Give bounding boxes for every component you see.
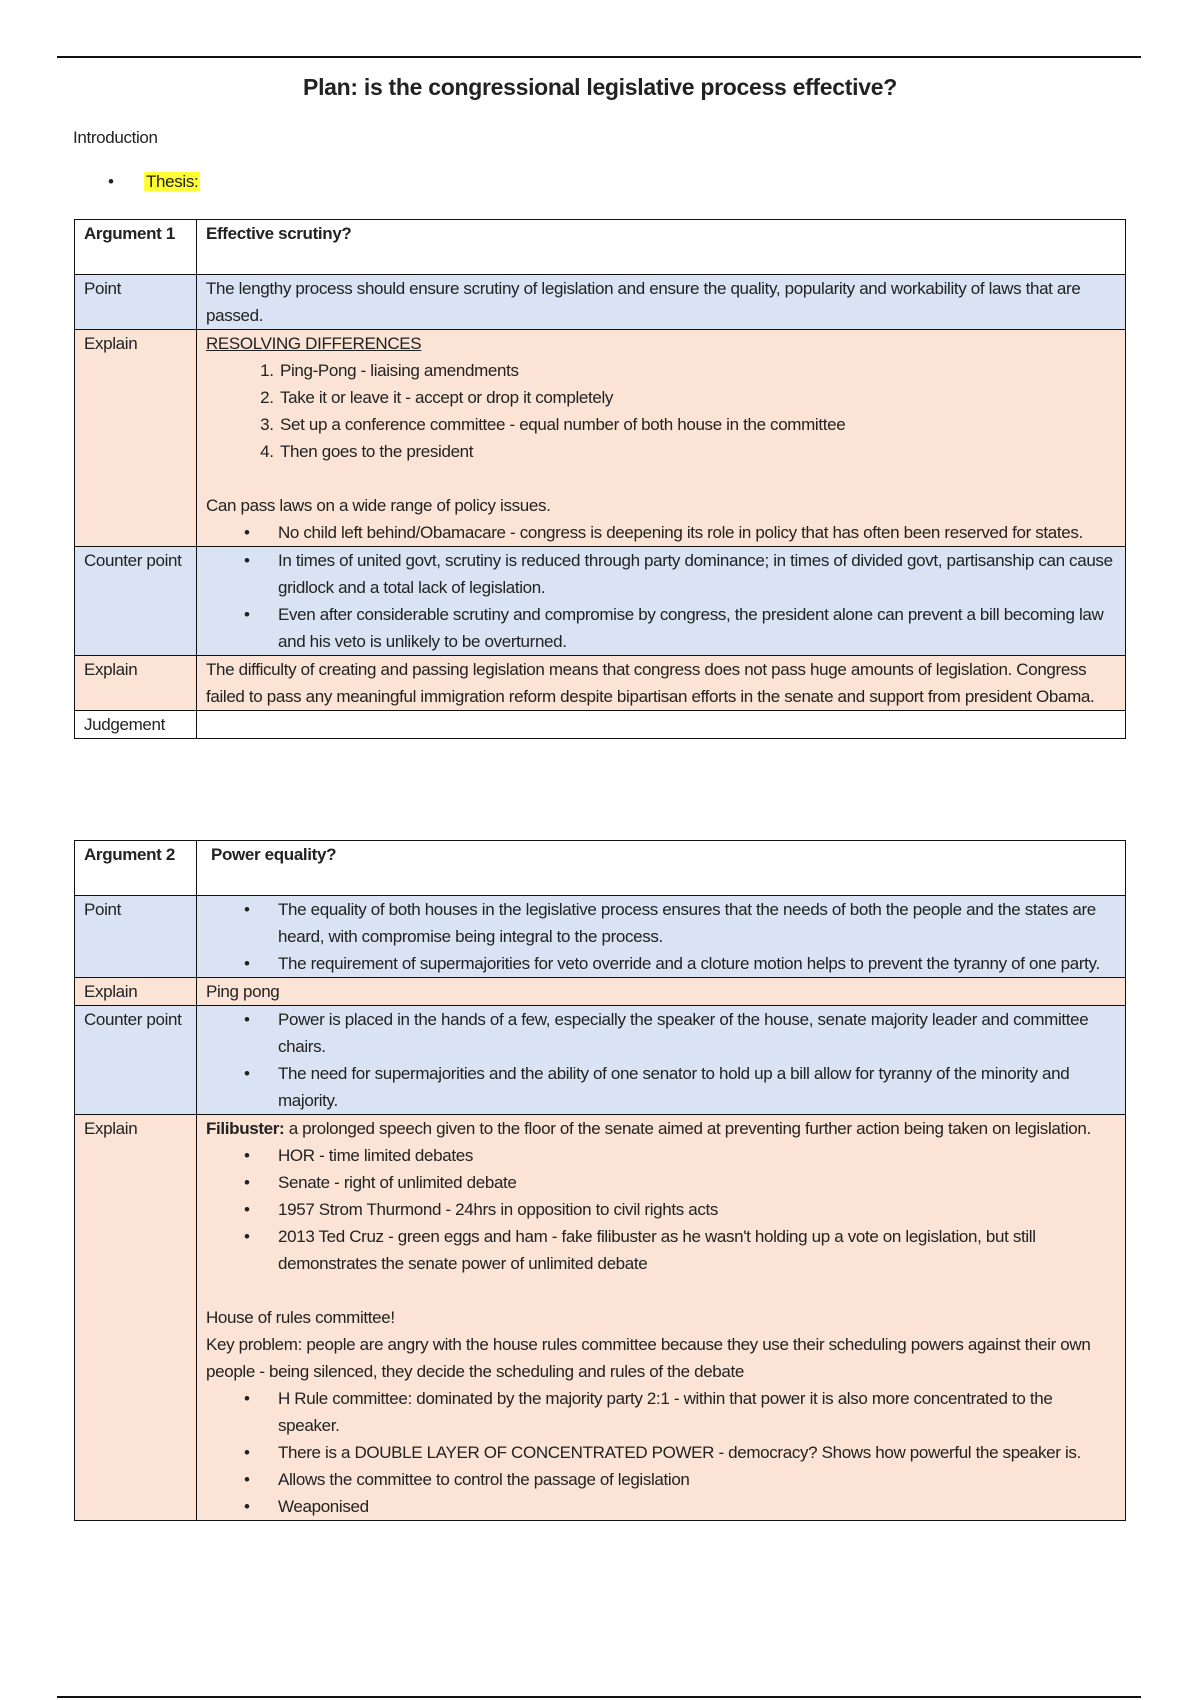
filibuster-text: a prolonged speech given to the floor of the senate aimed at preventing further action being taken on legislation. [284, 1119, 1091, 1138]
judgement-cell [197, 711, 1126, 739]
explain-text: The difficulty of creating and passing legislation means that congress does not pass huge amounts of legislation. Congress failed to pass any meaningful immigration reform despite bipartisan efforts in the senate and support from president Obama. [197, 656, 1126, 711]
list-item: • There is a DOUBLE LAYER OF CONCENTRATED POWER - democracy? Shows how powerful the speaker is. [278, 1439, 1116, 1466]
filibuster-term: Filibuster: [206, 1119, 285, 1138]
list-item: 2. Take it or leave it - accept or drop it completely [278, 384, 1116, 411]
table-row [75, 896, 1126, 978]
footer-rule [57, 1696, 1141, 1698]
list-item: 1. Ping-Pong - liaising amendments [278, 357, 1116, 384]
list-item: • Senate - right of unlimited debate [278, 1169, 1116, 1196]
list-item: 3. Set up a conference committee - equal number of both house in the committee [278, 411, 1116, 438]
thesis-label: Thesis: [146, 172, 199, 191]
argument-label: Argument 1 [75, 220, 197, 275]
rules-heading: House of rules committee! [206, 1308, 395, 1327]
list-item: • 1957 Strom Thurmond - 24hrs in opposition to civil rights acts [278, 1196, 1116, 1223]
explain-text: Ping pong [197, 978, 1126, 1006]
row-label: Point [75, 275, 197, 330]
list-item: 4. Then goes to the president [278, 438, 1116, 465]
row-label: Counter point [75, 1006, 197, 1115]
row-label: Judgement [75, 711, 197, 739]
list-item: • HOR - time limited debates [278, 1142, 1116, 1169]
list-item: • Power is placed in the hands of a few, especially the speaker of the house, senate majority leader and committee chairs. [278, 1006, 1116, 1060]
list-item: • The need for supermajorities and the ability of one senator to hold up a bill allow for tyranny of the minority and majority. [278, 1060, 1116, 1114]
point-text: The lengthy process should ensure scrutiny of legislation and ensure the quality, popularity and workability of laws that are passed. [197, 275, 1126, 330]
table-row [75, 656, 1126, 711]
explain-heading: RESOLVING DIFFERENCES [206, 334, 422, 353]
row-label: Explain [75, 330, 197, 547]
bullet-list [206, 1006, 1116, 1114]
header-rule [57, 56, 1141, 58]
table-row [75, 1115, 1126, 1521]
table-row [75, 330, 1126, 547]
rules-text: Key problem: people are angry with the house rules committee because they use their scheduling powers against their own people - being silenced, they decide the scheduling and rules of the debate [206, 1335, 1091, 1381]
bullet-list [206, 1142, 1116, 1277]
bullet-icon: • [108, 172, 114, 191]
list-item: • 2013 Ted Cruz - green eggs and ham - fake filibuster as he wasn't holding up a vote on legislation, but still demonstrates the senate power of unlimited debate [278, 1223, 1116, 1277]
list-item: • Allows the committee to control the passage of legislation [278, 1466, 1116, 1493]
point-cell [197, 896, 1126, 978]
row-label: Explain [75, 656, 197, 711]
counter-cell [197, 1006, 1126, 1115]
row-label: Explain [75, 978, 197, 1006]
thesis-bullet [108, 172, 200, 192]
list-item: • No child left behind/Obamacare - congress is deepening its role in policy that has often been reserved for states. [278, 519, 1116, 546]
argument-2-table [74, 840, 1126, 1521]
list-item: • Weaponised [278, 1493, 1116, 1520]
argument-label: Argument 2 [75, 841, 197, 896]
table-row [75, 841, 1126, 896]
bullet-list [206, 896, 1116, 977]
introduction-heading: Introduction [73, 128, 158, 147]
steps-list [206, 357, 1116, 465]
table-row [75, 220, 1126, 275]
list-item: • The requirement of supermajorities for veto override and a cloture motion helps to prevent the tyranny of one party. [278, 950, 1116, 977]
row-label: Counter point [75, 547, 197, 656]
list-item: • The equality of both houses in the legislative process ensures that the needs of both the people and the states are heard, with compromise being integral to the process. [278, 896, 1116, 950]
table-row [75, 547, 1126, 656]
table-row [75, 275, 1126, 330]
list-item: • Even after considerable scrutiny and compromise by congress, the president alone can prevent a bill becoming law and his veto is unlikely to be overturned. [278, 601, 1116, 655]
explain-cell [197, 1115, 1126, 1521]
table-row [75, 978, 1126, 1006]
table-row [75, 1006, 1126, 1115]
bullet-list [206, 519, 1116, 546]
list-item: • In times of united govt, scrutiny is reduced through party dominance; in times of divided govt, partisanship can cause gridlock and a total lack of legislation. [278, 547, 1116, 601]
row-label: Point [75, 896, 197, 978]
bullet-list [206, 1385, 1116, 1520]
filibuster-definition [206, 1115, 1116, 1142]
list-item: • H Rule committee: dominated by the majority party 2:1 - within that power it is also more concentrated to the speaker. [278, 1385, 1116, 1439]
argument-title: Power equality? [197, 841, 1126, 896]
row-label: Explain [75, 1115, 197, 1521]
argument-title: Effective scrutiny? [197, 220, 1126, 275]
counter-cell [197, 547, 1126, 656]
table-row [75, 711, 1126, 739]
explain-cell [197, 330, 1126, 547]
argument-1-table [74, 219, 1126, 739]
explain-text: Can pass laws on a wide range of policy issues. [206, 496, 551, 515]
page-title: Plan: is the congressional legislative process effective? [303, 74, 897, 100]
bullet-list [206, 547, 1116, 655]
